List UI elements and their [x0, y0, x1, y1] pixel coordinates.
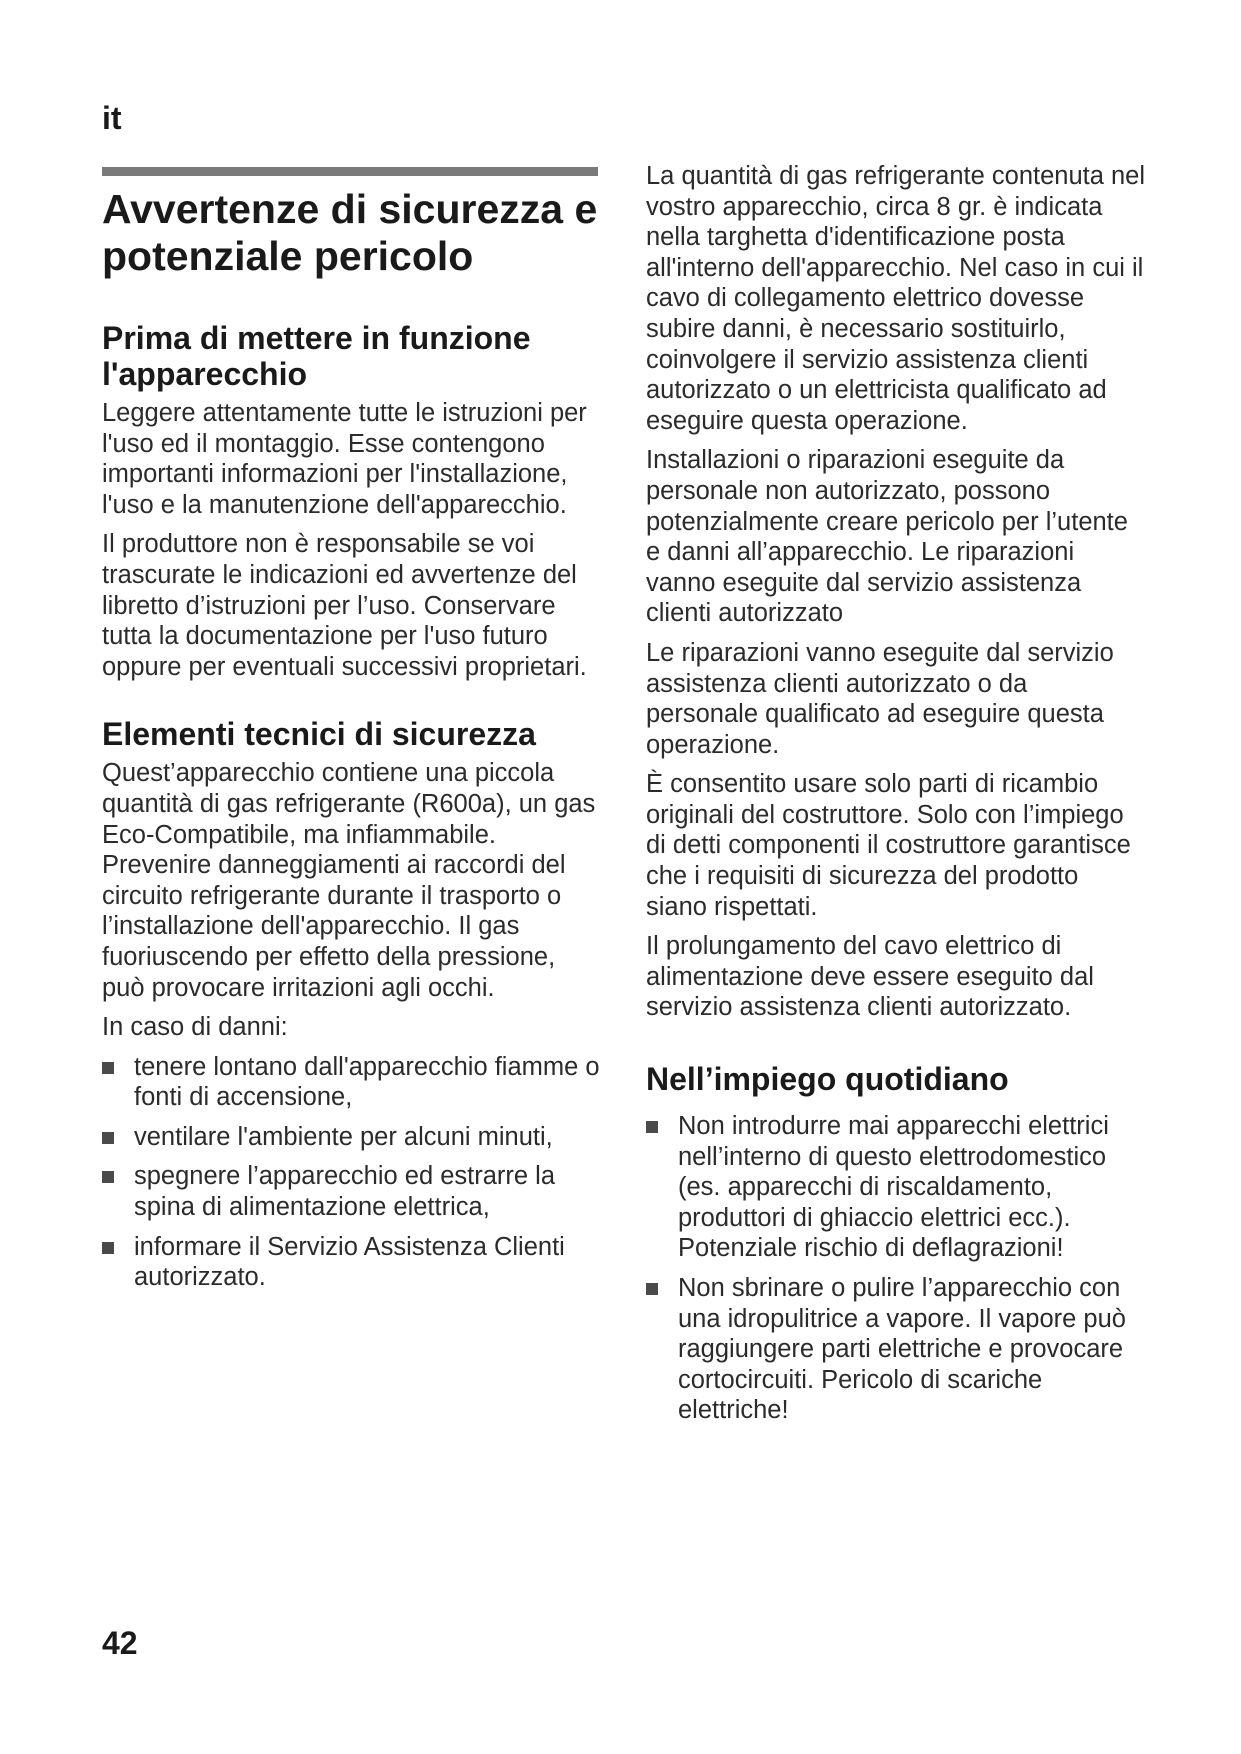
page-number: 42: [102, 1625, 138, 1661]
daily-use-list: [646, 1111, 1146, 1426]
list-item: [102, 1232, 602, 1293]
page-title: Avvertenze di sicurezza e potenziale pericolo: [102, 186, 598, 279]
list-item: [646, 1111, 1146, 1264]
list-item-text: spegnere l’apparecchio ed estrarre la spina di alimentazione elettrica,: [134, 1162, 555, 1222]
list-item-text: informare il Servizio Assistenza Clienti autorizzato.: [134, 1232, 565, 1292]
paragraph: In caso di danni:: [102, 1013, 288, 1042]
square-bullet-icon: [646, 1283, 658, 1295]
square-bullet-icon: [102, 1171, 114, 1183]
right-column: [646, 161, 1146, 1435]
paragraph: È consentito usare solo parti di ricambio originali del costruttore. Solo con l’impiego di detti componenti il costruttore garantisce che i requisiti di sicurezza del prodotto siano rispettati.: [646, 770, 1131, 921]
heading-before-use: Prima di mettere in funzione l'apparecchio: [102, 320, 531, 392]
square-bullet-icon: [102, 1132, 114, 1144]
list-item: [102, 1161, 602, 1222]
list-item: [102, 1052, 602, 1113]
paragraph: La quantità di gas refrigerante contenuta nel vostro apparecchio, circa 8 gr. è indicata nella targhetta d'identificazione posta all'interno dell'apparecchio. Nel caso in cui il cavo di collegamento elettrico dovesse subire danni, è necessario sostituirlo, coinvolgere il servizio assistenza clienti autorizzato o un elettricista qualificato ad eseguire questa operazione.: [646, 162, 1146, 435]
list-item-text: Non introdurre mai apparecchi elettrici nell’interno di questo elettrodomestico (es. apparecchi di riscaldamento, produttori di ghiaccio elettrici ecc.). Potenziale rischio di deflagrazioni!: [678, 1112, 1109, 1263]
list-item-text: Non sbrinare o pulire l’apparecchio con una idropulitrice a vapore. Il vapore può raggiungere parti elettriche e provocare cortocircuiti. Pericolo di scariche elettriche!: [678, 1274, 1126, 1425]
paragraph: Il produttore non è responsabile se voi trascurate le indicazioni ed avvertenze del libretto d’istruzioni per l’uso. Conservare tutta la documentazione per l'uso futuro oppure per eventuali successivi proprietari.: [102, 530, 587, 681]
list-item: [102, 1122, 602, 1153]
language-tag: it: [102, 100, 122, 136]
list-item-text: ventilare l'ambiente per alcuni minuti,: [134, 1122, 553, 1151]
paragraph: Il prolungamento del cavo elettrico di alimentazione deve essere eseguito dal servizio assistenza clienti autorizzato.: [646, 932, 1094, 1022]
left-column: [102, 160, 602, 1302]
paragraph: Quest’apparecchio contiene una piccola quantità di gas refrigerante (R600a), un gas Eco-Compatibile, ma infiammabile. Prevenire danneggiamenti ai raccordi del circuito refrigerante durante il trasporto o l’installazione dell'apparecchio. Il gas fuoriuscendo per effetto della pressione, può provocare irritazioni agli occhi.: [102, 759, 596, 1002]
square-bullet-icon: [102, 1242, 114, 1254]
heading-daily-use: Nell’impiego quotidiano: [646, 1061, 1009, 1098]
damage-steps-list: [102, 1052, 602, 1293]
list-item: [646, 1273, 1146, 1426]
paragraph: Installazioni o riparazioni eseguite da personale non autorizzato, possono potenzialmente creare pericolo per l’utente e danni all’apparecchio. Le riparazioni vanno eseguite dal servizio assistenza clienti autorizzato: [646, 446, 1128, 628]
square-bullet-icon: [102, 1062, 114, 1074]
heading-technical-safety: Elementi tecnici di sicurezza: [102, 716, 536, 753]
square-bullet-icon: [646, 1121, 658, 1133]
paragraph: Leggere attentamente tutte le istruzioni per l'uso ed il montaggio. Esse contengono importanti informazioni per l'installazione, l'uso e la manutenzione dell'apparecchio.: [102, 399, 587, 519]
paragraph: Le riparazioni vanno eseguite dal servizio assistenza clienti autorizzato o da personale qualificato ad eseguire questa operazione.: [646, 638, 1114, 759]
list-item-text: tenere lontano dall'apparecchio fiamme o fonti di accensione,: [134, 1052, 600, 1112]
